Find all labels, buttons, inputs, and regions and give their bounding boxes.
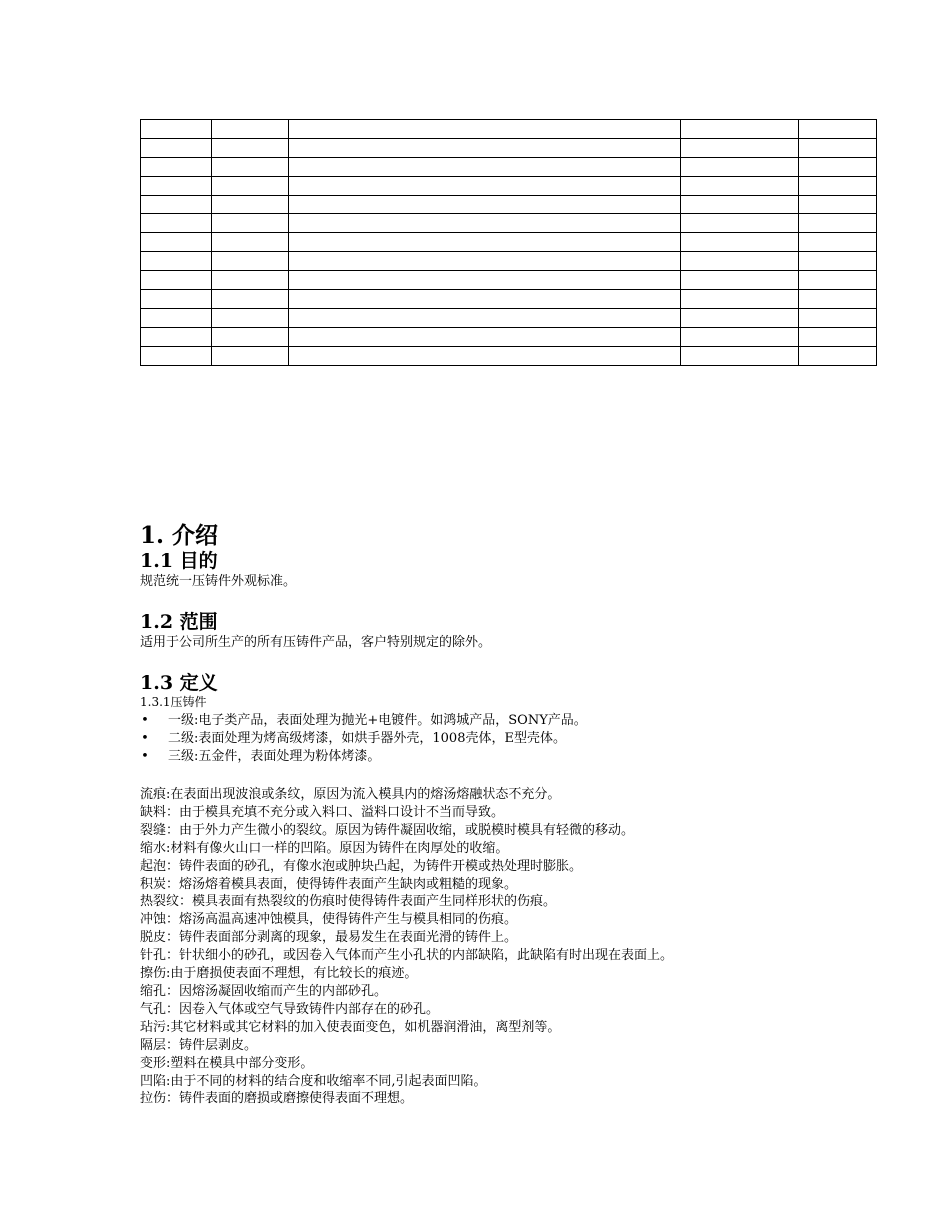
section-1-3-title: 1.3 定义: [140, 672, 218, 694]
table-row: [141, 308, 877, 327]
table-cell: [141, 157, 212, 176]
table-cell: [681, 327, 799, 346]
table-row: [141, 290, 877, 309]
table-cell: [799, 233, 877, 252]
grade-text: 二级:表面处理为烤高级烤漆，如烘手器外壳，1008壳体，E型壳体。: [168, 731, 566, 746]
bullet-icon: •: [141, 713, 149, 728]
table-row: [141, 346, 877, 365]
table-cell: [289, 157, 681, 176]
table-cell: [141, 195, 212, 214]
definition-line: 冲蚀：熔汤高温高速冲蚀模具，使得铸件产生与模具相同的伤痕。: [140, 912, 518, 928]
section-1-1-title: 1.1 目的: [140, 550, 218, 572]
table-cell: [289, 252, 681, 271]
table-cell: [141, 120, 212, 139]
table-cell: [212, 271, 289, 290]
table-cell: [289, 195, 681, 214]
table-cell: [681, 290, 799, 309]
table-cell: [141, 308, 212, 327]
section-1-3-1-subtitle: 1.3.1压铸件: [140, 695, 207, 709]
table-cell: [289, 233, 681, 252]
table-cell: [799, 195, 877, 214]
table-cell: [799, 308, 877, 327]
section-1-2-title: 1.2 范围: [140, 611, 218, 633]
table-cell: [289, 308, 681, 327]
table-cell: [212, 290, 289, 309]
table-cell: [212, 157, 289, 176]
definition-line: 拉伤：铸件表面的磨损或磨擦使得表面不理想。: [140, 1091, 414, 1107]
table-cell: [681, 157, 799, 176]
definition-line: 凹陷:由于不同的材料的结合度和收缩率不同,引起表面凹陷。: [140, 1073, 487, 1089]
definition-line: 流痕:在表面出现波浪或条纹，原因为流入模具内的熔汤熔融状态不充分。: [140, 787, 561, 802]
definition-line: 起泡：铸件表面的砂孔，有像水泡或肿块凸起，为铸件开模或热处理时膨胀。: [140, 858, 583, 874]
table-cell: [212, 195, 289, 214]
table-cell: [141, 214, 212, 233]
table-cell: [681, 271, 799, 290]
definition-line: 缩孔：因熔汤凝固收缩而产生的内部砂孔。: [140, 983, 388, 999]
table-cell: [212, 233, 289, 252]
table-row: [141, 120, 877, 139]
definition-line: 变形:塑料在模具中部分变形。: [140, 1055, 314, 1071]
table-cell: [799, 138, 877, 157]
table-cell: [212, 214, 289, 233]
definition-line: 脱皮：铸件表面部分剥离的现象，最易发生在表面光滑的铸件上。: [140, 930, 518, 946]
table-cell: [212, 346, 289, 365]
table-row: [141, 327, 877, 346]
table-row: [141, 195, 877, 214]
table-cell: [212, 252, 289, 271]
definition-line: 裂缝：由于外力产生微小的裂纹。原因为铸件凝固收缩，或脱模时模具有轻微的移动。: [140, 822, 635, 838]
table-cell: [799, 271, 877, 290]
table-row: [141, 176, 877, 195]
bullet-icon: •: [141, 749, 149, 764]
definition-line: 缩水:材料有像火山口一样的凹陷。原因为铸件在肉厚处的收缩。: [140, 840, 509, 856]
table-cell: [141, 138, 212, 157]
table-cell: [681, 195, 799, 214]
list-item: [140, 712, 587, 730]
table-cell: [141, 271, 212, 290]
grade-text: 一级:电子类产品，表面处理为抛光+电镀件。如鸿城产品，SONY产品。: [168, 713, 587, 728]
table-cell: [799, 327, 877, 346]
table-cell: [212, 138, 289, 157]
table-cell: [681, 308, 799, 327]
list-item: [140, 748, 587, 766]
definition-line: 缺料：由于模具充填不充分或入料口、溢料口设计不当而导致。: [140, 804, 505, 820]
table-cell: [799, 290, 877, 309]
table-cell: [289, 346, 681, 365]
definition-line: 气孔：因卷入气体或空气导致铸件内部存在的砂孔。: [140, 1001, 440, 1017]
definition-line: 隔层：铸件层剥皮。: [140, 1037, 258, 1053]
table-cell: [799, 120, 877, 139]
table-cell: [212, 327, 289, 346]
table-row: [141, 214, 877, 233]
table-row: [141, 138, 877, 157]
table-cell: [212, 308, 289, 327]
revision-table: [140, 119, 877, 366]
table-cell: [289, 138, 681, 157]
section-1-2-text: 适用于公司所生产的所有压铸件产品，客户特别规定的除外。: [140, 635, 492, 650]
section-1-1-text: 规范统一压铸件外观标准。: [140, 574, 297, 589]
table-cell: [681, 176, 799, 195]
table-cell: [141, 327, 212, 346]
definition-line: 玷污:其它材料或其它材料的加入使表面变色，如机器润滑油，离型剂等。: [140, 1019, 561, 1035]
table-cell: [141, 233, 212, 252]
table-cell: [289, 271, 681, 290]
definition-line: 针孔：针状细小的砂孔，或因卷入气体而产生小孔状的内部缺陷，此缺陷有时出现在表面上。: [140, 948, 674, 964]
table-cell: [289, 214, 681, 233]
table-cell: [141, 176, 212, 195]
section-1-title: 1. 介绍: [140, 522, 219, 549]
table-cell: [799, 176, 877, 195]
table-cell: [141, 252, 212, 271]
table-cell: [681, 138, 799, 157]
grade-text: 三级:五金件，表面处理为粉体烤漆。: [168, 749, 381, 764]
bullet-icon: •: [141, 731, 149, 746]
list-item: [140, 730, 587, 748]
table-cell: [681, 214, 799, 233]
grade-list: [140, 712, 587, 766]
table-cell: [799, 157, 877, 176]
definition-line: 擦伤:由于磨损使表面不理想，有比较长的痕迹。: [140, 966, 418, 982]
table-cell: [799, 252, 877, 271]
definition-line: 热裂纹：模具表面有热裂纹的伤痕时使得铸件表面产生同样形状的伤痕。: [140, 894, 557, 910]
table-cell: [289, 290, 681, 309]
table-row: [141, 157, 877, 176]
table-cell: [799, 214, 877, 233]
table-cell: [681, 120, 799, 139]
table-row: [141, 271, 877, 290]
table-cell: [212, 176, 289, 195]
table-cell: [681, 233, 799, 252]
table-row: [141, 252, 877, 271]
table-cell: [289, 120, 681, 139]
table-cell: [681, 252, 799, 271]
definition-line: 积炭：熔汤熔着模具表面，使得铸件表面产生缺肉或粗糙的现象。: [140, 876, 518, 892]
revision-table-body: [141, 120, 877, 366]
table-row: [141, 233, 877, 252]
table-cell: [681, 346, 799, 365]
defect-definitions: [140, 786, 900, 1108]
table-cell: [289, 327, 681, 346]
table-cell: [141, 290, 212, 309]
table-cell: [212, 120, 289, 139]
table-cell: [289, 176, 681, 195]
table-cell: [799, 346, 877, 365]
table-cell: [141, 346, 212, 365]
